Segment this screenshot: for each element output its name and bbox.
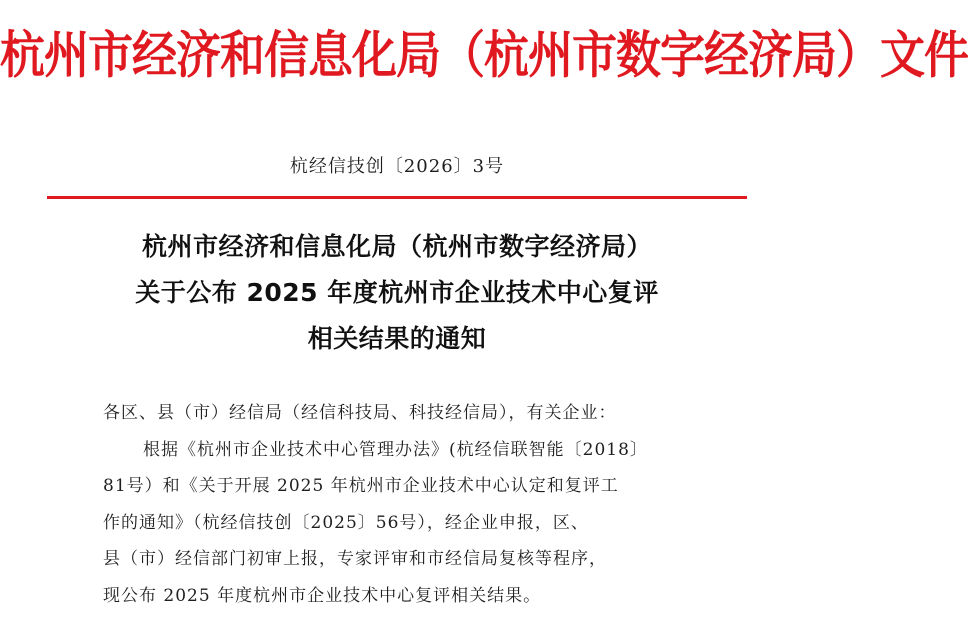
paragraph-line: 县（市）经信部门初审上报，专家评审和市经信局复核等程序， bbox=[103, 549, 607, 569]
notice-title-line: 杭州市经济和信息化局（杭州市数字经济局） bbox=[141, 232, 652, 261]
header-red-rule bbox=[47, 196, 747, 199]
addressee-line: 各区、县（市）经信局（经信科技局、科技经信局），有关企业： bbox=[103, 403, 617, 423]
paragraph-line: 作的通知》（杭经信技创〔2025〕56号），经企业申报，区、 bbox=[103, 512, 589, 533]
notice-body bbox=[103, 395, 703, 614]
paragraph-line: 根据《杭州市企业技术中心管理办法》(杭经信联智能〔2018〕 bbox=[143, 439, 648, 460]
paragraph-line: 81号）和《关于开展 2025 年杭州市企业技术中心认定和复评工 bbox=[103, 476, 619, 496]
document-number: 杭经信技创〔2026〕3号 bbox=[289, 156, 505, 177]
notice-title-line: 关于公布 2025 年度杭州市企业技术中心复评 bbox=[135, 278, 659, 307]
notice-title bbox=[0, 224, 794, 362]
notice-title-line: 相关结果的通知 bbox=[307, 324, 487, 353]
agency-header-title: 杭州市经济和信息化局（杭州市数字经济局）文件 bbox=[0, 25, 968, 85]
paragraph-line: 现公布 2025 年度杭州市企业技术中心复评相关结果。 bbox=[103, 585, 542, 606]
